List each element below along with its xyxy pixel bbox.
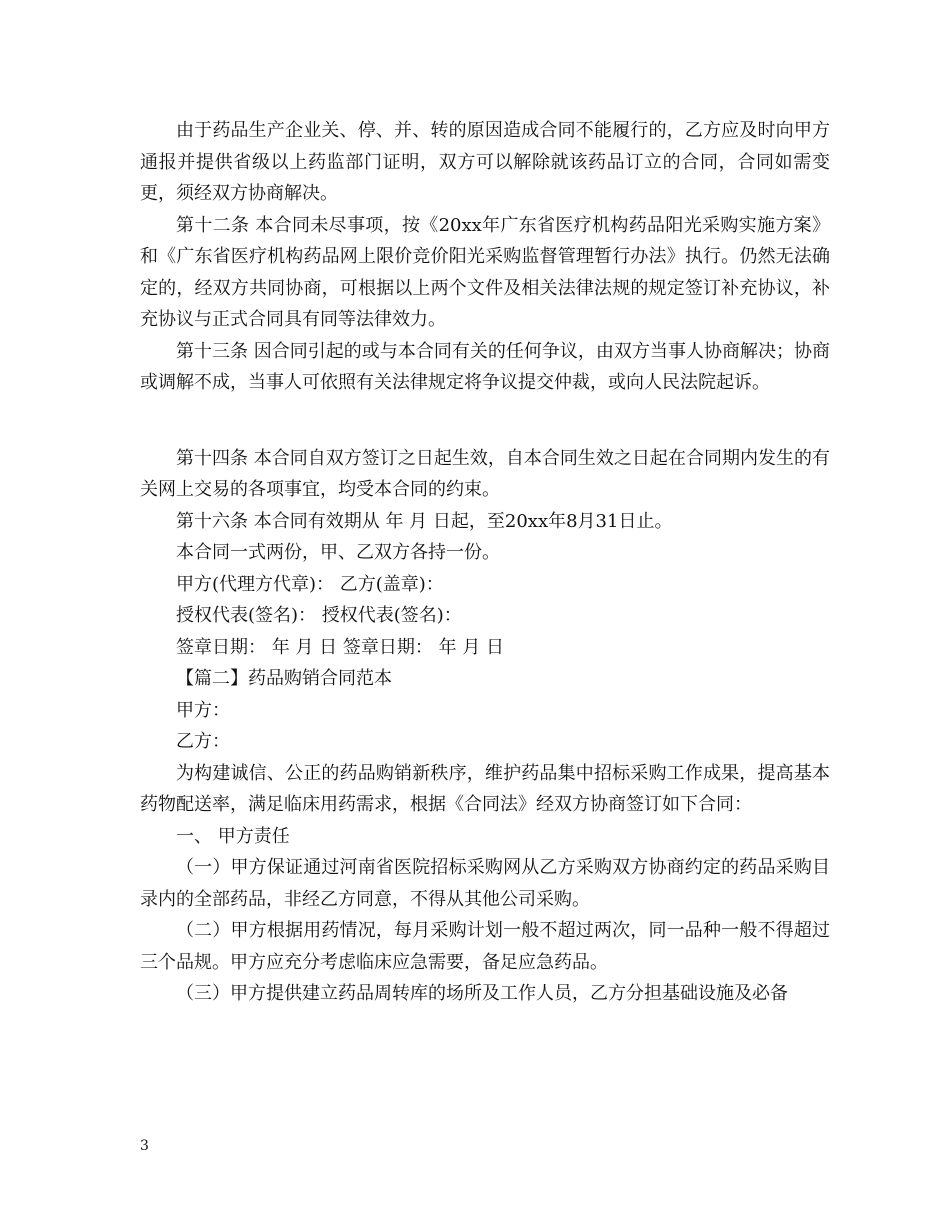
signature-dates-line: 签章日期： 年 月 日 签章日期： 年 月 日 [176, 636, 505, 658]
paragraph-duty-2: （二）甲方根据用药情况，每月采购计划一般不超过两次，同一品种一般不得超过三个品规。甲方应充分考虑临床应急需要，备足应急药品。 [140, 920, 830, 973]
section-heading-party-a-duties: 一、 甲方责任 [176, 825, 290, 847]
paragraph-termination: 由于药品生产企业关、停、并、转的原因造成合同不能履行的，乙方应及时向甲方通报并提供省级以上药监部门证明，双方可以解除就该药品订立的合同，合同如需变更，须经双方协商解决。 [140, 120, 830, 204]
section-heading-part-two: 【篇二】药品购销合同范本 [176, 668, 392, 689]
page-number: 3 [140, 1138, 149, 1154]
paragraph-article-12: 第十二条 本合同未尽事项，按《20xx年广东省医疗机构药品阳光采购实施方案》和《广东省医疗机构药品网上限价竞价阳光采购监督管理暂行办法》执行。仍然无法确定的，经双方共同协商，可根据以上两个文件及相关法律法规的规定签订补充协议，补充协议与正式合同具有同等法律效力。 [140, 214, 830, 330]
paragraph-duty-1: （一）甲方保证通过河南省医院招标采购网从乙方采购双方协商约定的药品采购目录内的全部药品，非经乙方同意，不得从其他公司采购。 [140, 857, 830, 910]
paragraph-duty-3: （三）甲方提供建立药品周转库的场所及工作人员，乙方分担基础设施及必备 [176, 983, 788, 1004]
party-a-line: 甲方： [176, 699, 230, 721]
signature-parties-line: 甲方(代理方代章)： 乙方(盖章)： [176, 573, 444, 595]
paragraph-article-16: 第十六条 本合同有效期从 年 月 日起，至20xx年8月31日止。 [176, 510, 673, 532]
paragraph-spacer [140, 399, 830, 443]
document-body [140, 115, 830, 1010]
paragraph-preamble: 为构建诚信、公正的药品购销新秩序，维护药品集中招标采购工作成果，提高基本药物配送率，满足临床用药需求，根据《合同法》经双方协商签订如下合同： [140, 762, 830, 815]
paragraph-article-13: 第十三条 因合同引起的或与本合同有关的任何争议，由双方当事人协商解决；协商或调解不成，当事人可依照有关法律规定将争议提交仲裁，或向人民法院起诉。 [140, 340, 830, 393]
paragraph-article-14: 第十四条 本合同自双方签订之日起生效，自本合同生效之日起在合同期内发生的有关网上交易的各项事宜，均受本合同的约束。 [140, 447, 830, 500]
signature-representatives-line: 授权代表(签名)： 授权代表(签名)： [176, 605, 462, 626]
paragraph-copies: 本合同一式两份，甲、乙双方各持一份。 [176, 542, 500, 563]
party-b-line: 乙方： [176, 731, 230, 752]
